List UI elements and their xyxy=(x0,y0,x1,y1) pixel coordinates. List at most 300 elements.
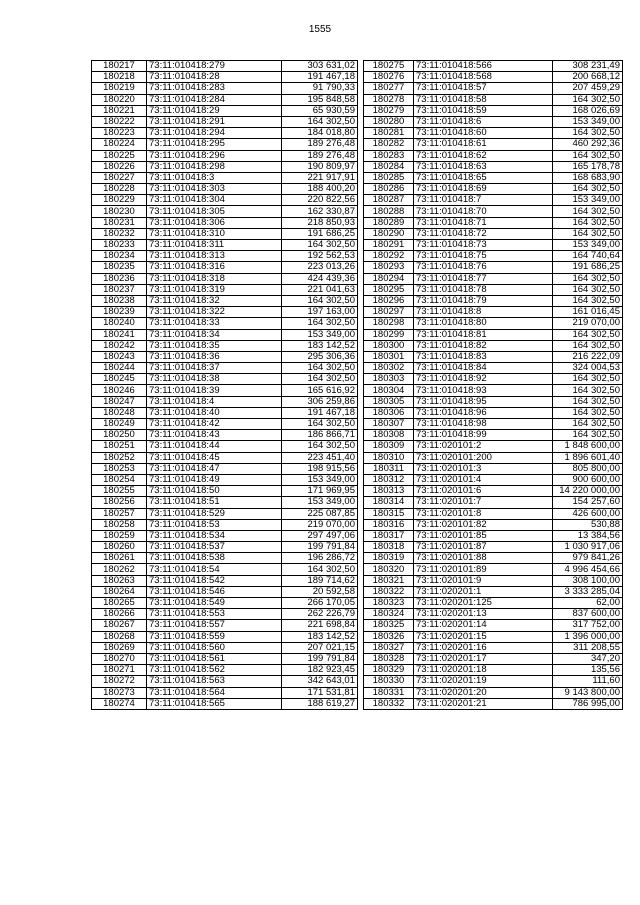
value-cell: 837 600,00 xyxy=(553,609,623,620)
table-row xyxy=(364,642,623,653)
table-row xyxy=(364,351,623,362)
record-number-cell: 180294 xyxy=(364,273,414,284)
record-number-cell: 180271 xyxy=(92,665,147,676)
record-number-cell: 180254 xyxy=(92,474,147,485)
cadastral-number-cell: 73:11:010418:98 xyxy=(414,419,553,430)
value-cell: 221 041,63 xyxy=(282,284,358,295)
table-row xyxy=(364,452,623,463)
cadastral-number-cell: 73:11:010418:553 xyxy=(147,609,282,620)
cadastral-number-cell: 73:11:010418:77 xyxy=(414,273,553,284)
cadastral-number-cell: 73:11:020101:4 xyxy=(414,474,553,485)
value-cell: 207 459,29 xyxy=(553,83,623,94)
record-number-cell: 180261 xyxy=(92,553,147,564)
table-row xyxy=(92,676,358,687)
register-table-right-body xyxy=(364,61,623,710)
table-row xyxy=(364,441,623,452)
record-number-cell: 180292 xyxy=(364,251,414,262)
record-number-cell: 180277 xyxy=(364,83,414,94)
record-number-cell: 180303 xyxy=(364,374,414,385)
value-cell: 189 276,48 xyxy=(282,150,358,161)
table-row xyxy=(92,228,358,239)
value-cell: 164 302,50 xyxy=(553,419,623,430)
value-cell: 153 349,00 xyxy=(282,329,358,340)
record-number-cell: 180312 xyxy=(364,474,414,485)
value-cell: 164 302,50 xyxy=(282,363,358,374)
record-number-cell: 180270 xyxy=(92,653,147,664)
cadastral-number-cell: 73:11:010418:63 xyxy=(414,161,553,172)
cadastral-number-cell: 73:11:010418:313 xyxy=(147,251,282,262)
record-number-cell: 180231 xyxy=(92,217,147,228)
table-row xyxy=(364,217,623,228)
record-number-cell: 180220 xyxy=(92,94,147,105)
table-row xyxy=(364,161,623,172)
table-row xyxy=(92,184,358,195)
value-cell: 221 917,91 xyxy=(282,172,358,183)
record-number-cell: 180247 xyxy=(92,396,147,407)
table-row xyxy=(364,284,623,295)
value-cell: 188 400,20 xyxy=(282,184,358,195)
value-cell: 191 467,18 xyxy=(282,407,358,418)
cadastral-number-cell: 73:11:020201:17 xyxy=(414,653,553,664)
table-row xyxy=(92,474,358,485)
cadastral-number-cell: 73:11:010418:4 xyxy=(147,396,282,407)
value-cell: 266 170,05 xyxy=(282,598,358,609)
table-row xyxy=(92,318,358,329)
table-row xyxy=(364,620,623,631)
value-cell: 192 562,53 xyxy=(282,251,358,262)
record-number-cell: 180256 xyxy=(92,497,147,508)
table-row xyxy=(364,519,623,530)
table-row xyxy=(92,631,358,642)
table-row xyxy=(92,407,358,418)
table-row xyxy=(92,430,358,441)
value-cell: 164 302,50 xyxy=(553,430,623,441)
value-cell: 164 740,64 xyxy=(553,251,623,262)
record-number-cell: 180330 xyxy=(364,676,414,687)
value-cell: 164 302,50 xyxy=(553,284,623,295)
record-number-cell: 180283 xyxy=(364,150,414,161)
value-cell: 221 698,84 xyxy=(282,620,358,631)
cadastral-number-cell: 73:11:020101:87 xyxy=(414,542,553,553)
value-cell: 111,60 xyxy=(553,676,623,687)
table-row xyxy=(92,273,358,284)
value-cell: 168 026,69 xyxy=(553,105,623,116)
value-cell: 164 302,50 xyxy=(553,340,623,351)
cadastral-number-cell: 73:11:020101:82 xyxy=(414,519,553,530)
value-cell: 164 302,50 xyxy=(282,374,358,385)
value-cell: 216 222,09 xyxy=(553,351,623,362)
table-row xyxy=(364,116,623,127)
value-cell: 164 302,50 xyxy=(553,217,623,228)
table-row xyxy=(92,351,358,362)
cadastral-number-cell: 73:11:010418:92 xyxy=(414,374,553,385)
table-row xyxy=(92,251,358,262)
value-cell: 223 013,26 xyxy=(282,262,358,273)
page-number: 1555 xyxy=(308,24,332,35)
value-cell: 424 439,36 xyxy=(282,273,358,284)
cadastral-number-cell: 73:11:010418:54 xyxy=(147,564,282,575)
cadastral-number-cell: 73:11:010418:310 xyxy=(147,228,282,239)
table-row xyxy=(92,385,358,396)
table-row xyxy=(92,116,358,127)
record-number-cell: 180233 xyxy=(92,240,147,251)
table-row xyxy=(92,307,358,318)
value-cell: 164 302,50 xyxy=(553,184,623,195)
value-cell: 1 396 000,00 xyxy=(553,631,623,642)
value-cell: 223 451,40 xyxy=(282,452,358,463)
record-number-cell: 180290 xyxy=(364,228,414,239)
cadastral-number-cell: 73:11:010418:561 xyxy=(147,653,282,664)
cadastral-number-cell: 73:11:010418:95 xyxy=(414,396,553,407)
cadastral-number-cell: 73:11:010418:84 xyxy=(414,363,553,374)
cadastral-number-cell: 73:11:020101:89 xyxy=(414,564,553,575)
table-row xyxy=(364,564,623,575)
cadastral-number-cell: 73:11:010418:546 xyxy=(147,586,282,597)
table-row xyxy=(364,542,623,553)
cadastral-number-cell: 73:11:010418:311 xyxy=(147,240,282,251)
record-number-cell: 180323 xyxy=(364,598,414,609)
table-row xyxy=(364,150,623,161)
table-row xyxy=(92,284,358,295)
record-number-cell: 180317 xyxy=(364,530,414,541)
table-row xyxy=(364,486,623,497)
table-row xyxy=(92,687,358,698)
record-number-cell: 180250 xyxy=(92,430,147,441)
record-number-cell: 180223 xyxy=(92,128,147,139)
value-cell: 306 259,86 xyxy=(282,396,358,407)
cadastral-number-cell: 73:11:010418:33 xyxy=(147,318,282,329)
cadastral-number-cell: 73:11:010418:36 xyxy=(147,351,282,362)
table-row xyxy=(92,363,358,374)
value-cell: 153 349,00 xyxy=(282,497,358,508)
cadastral-number-cell: 73:11:020201:13 xyxy=(414,609,553,620)
cadastral-number-cell: 73:11:010418:294 xyxy=(147,128,282,139)
register-table-left-body xyxy=(92,61,358,710)
value-cell: 297 497,06 xyxy=(282,530,358,541)
value-cell: 135,56 xyxy=(553,665,623,676)
table-row xyxy=(92,206,358,217)
table-row xyxy=(92,94,358,105)
value-cell: 219 070,00 xyxy=(553,318,623,329)
table-row xyxy=(364,340,623,351)
record-number-cell: 180264 xyxy=(92,586,147,597)
record-number-cell: 180252 xyxy=(92,452,147,463)
cadastral-number-cell: 73:11:010418:50 xyxy=(147,486,282,497)
record-number-cell: 180245 xyxy=(92,374,147,385)
record-number-cell: 180259 xyxy=(92,530,147,541)
table-row xyxy=(92,441,358,452)
value-cell: 191 467,18 xyxy=(282,72,358,83)
value-cell: 165 178,78 xyxy=(553,161,623,172)
value-cell: 164 302,50 xyxy=(553,374,623,385)
record-number-cell: 180235 xyxy=(92,262,147,273)
cadastral-number-cell: 73:11:010418:537 xyxy=(147,542,282,553)
value-cell: 164 302,50 xyxy=(553,273,623,284)
cadastral-number-cell: 73:11:010418:62 xyxy=(414,150,553,161)
record-number-cell: 180327 xyxy=(364,642,414,653)
table-row xyxy=(364,172,623,183)
record-number-cell: 180282 xyxy=(364,139,414,150)
cadastral-number-cell: 73:11:020101:3 xyxy=(414,463,553,474)
value-cell: 164 302,50 xyxy=(282,419,358,430)
value-cell: 200 668,12 xyxy=(553,72,623,83)
cadastral-number-cell: 73:11:010418:79 xyxy=(414,295,553,306)
record-number-cell: 180295 xyxy=(364,284,414,295)
cadastral-number-cell: 73:11:020101:88 xyxy=(414,553,553,564)
table-row xyxy=(92,396,358,407)
record-number-cell: 180222 xyxy=(92,116,147,127)
table-row xyxy=(92,452,358,463)
record-number-cell: 180226 xyxy=(92,161,147,172)
cadastral-number-cell: 73:11:010418:279 xyxy=(147,61,282,72)
value-cell: 162 330,87 xyxy=(282,206,358,217)
record-number-cell: 180315 xyxy=(364,508,414,519)
record-number-cell: 180280 xyxy=(364,116,414,127)
table-row xyxy=(364,195,623,206)
table-row xyxy=(92,553,358,564)
record-number-cell: 180310 xyxy=(364,452,414,463)
value-cell: 225 087,85 xyxy=(282,508,358,519)
value-cell: 1 030 917,06 xyxy=(553,542,623,553)
record-number-cell: 180299 xyxy=(364,329,414,340)
record-number-cell: 180331 xyxy=(364,687,414,698)
value-cell: 218 850,93 xyxy=(282,217,358,228)
value-cell: 189 714,62 xyxy=(282,575,358,586)
record-number-cell: 180262 xyxy=(92,564,147,575)
table-row xyxy=(364,273,623,284)
cadastral-number-cell: 73:11:020201:14 xyxy=(414,620,553,631)
table-row xyxy=(92,329,358,340)
table-row xyxy=(92,620,358,631)
record-number-cell: 180291 xyxy=(364,240,414,251)
record-number-cell: 180307 xyxy=(364,419,414,430)
record-number-cell: 180239 xyxy=(92,307,147,318)
record-number-cell: 180319 xyxy=(364,553,414,564)
record-number-cell: 180287 xyxy=(364,195,414,206)
cadastral-number-cell: 73:11:010418:568 xyxy=(414,72,553,83)
record-number-cell: 180230 xyxy=(92,206,147,217)
cadastral-number-cell: 73:11:020101:6 xyxy=(414,486,553,497)
record-number-cell: 180318 xyxy=(364,542,414,553)
table-row xyxy=(364,295,623,306)
value-cell: 197 163,00 xyxy=(282,307,358,318)
table-row xyxy=(364,530,623,541)
table-row xyxy=(92,486,358,497)
record-number-cell: 180301 xyxy=(364,351,414,362)
value-cell: 303 631,02 xyxy=(282,61,358,72)
table-row xyxy=(364,687,623,698)
table-row xyxy=(364,631,623,642)
cadastral-number-cell: 73:11:010418:529 xyxy=(147,508,282,519)
table-row xyxy=(364,94,623,105)
record-number-cell: 180234 xyxy=(92,251,147,262)
value-cell: 530,88 xyxy=(553,519,623,530)
value-cell: 20 592,58 xyxy=(282,586,358,597)
cadastral-number-cell: 73:11:010418:39 xyxy=(147,385,282,396)
record-number-cell: 180309 xyxy=(364,441,414,452)
value-cell: 153 349,00 xyxy=(553,116,623,127)
record-number-cell: 180325 xyxy=(364,620,414,631)
record-number-cell: 180243 xyxy=(92,351,147,362)
value-cell: 219 070,00 xyxy=(282,519,358,530)
record-number-cell: 180248 xyxy=(92,407,147,418)
table-row xyxy=(364,463,623,474)
cadastral-number-cell: 73:11:020201:20 xyxy=(414,687,553,698)
table-row xyxy=(92,240,358,251)
record-number-cell: 180285 xyxy=(364,172,414,183)
cadastral-number-cell: 73:11:010418:38 xyxy=(147,374,282,385)
value-cell: 189 276,48 xyxy=(282,139,358,150)
record-number-cell: 180227 xyxy=(92,172,147,183)
table-row xyxy=(92,497,358,508)
table-row xyxy=(364,676,623,687)
value-cell: 295 306,36 xyxy=(282,351,358,362)
table-row xyxy=(364,430,623,441)
value-cell: 171 531,81 xyxy=(282,687,358,698)
table-row xyxy=(92,519,358,530)
table-row xyxy=(364,553,623,564)
table-row xyxy=(364,665,623,676)
record-number-cell: 180225 xyxy=(92,150,147,161)
cadastral-number-cell: 73:11:010418:549 xyxy=(147,598,282,609)
record-number-cell: 180258 xyxy=(92,519,147,530)
record-number-cell: 180237 xyxy=(92,284,147,295)
table-row xyxy=(364,374,623,385)
value-cell: 979 841,26 xyxy=(553,553,623,564)
value-cell: 786 995,00 xyxy=(553,698,623,709)
record-number-cell: 180321 xyxy=(364,575,414,586)
value-cell: 62,00 xyxy=(553,598,623,609)
cadastral-number-cell: 73:11:010418:44 xyxy=(147,441,282,452)
record-number-cell: 180278 xyxy=(364,94,414,105)
table-row xyxy=(364,653,623,664)
record-number-cell: 180304 xyxy=(364,385,414,396)
record-number-cell: 180267 xyxy=(92,620,147,631)
cadastral-number-cell: 73:11:010418:82 xyxy=(414,340,553,351)
record-number-cell: 180232 xyxy=(92,228,147,239)
cadastral-number-cell: 73:11:010418:60 xyxy=(414,128,553,139)
table-row xyxy=(364,329,623,340)
record-number-cell: 180332 xyxy=(364,698,414,709)
cadastral-number-cell: 73:11:010418:34 xyxy=(147,329,282,340)
value-cell: 186 866,71 xyxy=(282,430,358,441)
table-row xyxy=(364,251,623,262)
table-row xyxy=(364,240,623,251)
cadastral-number-cell: 73:11:010418:316 xyxy=(147,262,282,273)
value-cell: 191 686,25 xyxy=(553,262,623,273)
cadastral-number-cell: 73:11:010418:35 xyxy=(147,340,282,351)
value-cell: 164 302,50 xyxy=(553,150,623,161)
value-cell: 195 848,58 xyxy=(282,94,358,105)
table-row xyxy=(92,172,358,183)
value-cell: 164 302,50 xyxy=(553,128,623,139)
record-number-cell: 180308 xyxy=(364,430,414,441)
cadastral-number-cell: 73:11:010418:6 xyxy=(414,116,553,127)
value-cell: 191 686,25 xyxy=(282,228,358,239)
cadastral-number-cell: 73:11:010418:59 xyxy=(414,105,553,116)
value-cell: 165 616,92 xyxy=(282,385,358,396)
value-cell: 1 848 600,00 xyxy=(553,441,623,452)
record-number-cell: 180316 xyxy=(364,519,414,530)
record-number-cell: 180266 xyxy=(92,609,147,620)
table-row xyxy=(364,105,623,116)
cadastral-number-cell: 73:11:010418:80 xyxy=(414,318,553,329)
table-row xyxy=(364,206,623,217)
cadastral-number-cell: 73:11:010418:78 xyxy=(414,284,553,295)
cadastral-number-cell: 73:11:010418:304 xyxy=(147,195,282,206)
table-row xyxy=(364,128,623,139)
value-cell: 164 302,50 xyxy=(553,396,623,407)
cadastral-number-cell: 73:11:010418:564 xyxy=(147,687,282,698)
table-row xyxy=(92,598,358,609)
cadastral-number-cell: 73:11:010418:83 xyxy=(414,351,553,362)
cadastral-number-cell: 73:11:010418:43 xyxy=(147,430,282,441)
value-cell: 900 600,00 xyxy=(553,474,623,485)
record-number-cell: 180296 xyxy=(364,295,414,306)
table-row xyxy=(364,262,623,273)
table-row xyxy=(92,542,358,553)
record-number-cell: 180273 xyxy=(92,687,147,698)
cadastral-number-cell: 73:11:020101:7 xyxy=(414,497,553,508)
table-row xyxy=(364,228,623,239)
record-number-cell: 180298 xyxy=(364,318,414,329)
cadastral-number-cell: 73:11:010418:40 xyxy=(147,407,282,418)
value-cell: 198 915,56 xyxy=(282,463,358,474)
cadastral-number-cell: 73:11:010418:303 xyxy=(147,184,282,195)
value-cell: 199 791,84 xyxy=(282,542,358,553)
table-row xyxy=(92,698,358,709)
cadastral-number-cell: 73:11:010418:560 xyxy=(147,642,282,653)
record-number-cell: 180246 xyxy=(92,385,147,396)
record-number-cell: 180251 xyxy=(92,441,147,452)
table-row xyxy=(92,564,358,575)
record-number-cell: 180236 xyxy=(92,273,147,284)
cadastral-number-cell: 73:11:020201:1 xyxy=(414,586,553,597)
record-number-cell: 180272 xyxy=(92,676,147,687)
cadastral-number-cell: 73:11:020101:85 xyxy=(414,530,553,541)
value-cell: 262 226,79 xyxy=(282,609,358,620)
cadastral-number-cell: 73:11:020101:2 xyxy=(414,441,553,452)
table-row xyxy=(364,609,623,620)
table-row xyxy=(364,586,623,597)
table-row xyxy=(364,575,623,586)
cadastral-number-cell: 73:11:010418:58 xyxy=(414,94,553,105)
cadastral-number-cell: 73:11:010418:70 xyxy=(414,206,553,217)
value-cell: 161 016,45 xyxy=(553,307,623,318)
table-row xyxy=(364,72,623,83)
cadastral-number-cell: 73:11:020201:21 xyxy=(414,698,553,709)
table-row xyxy=(92,609,358,620)
cadastral-number-cell: 73:11:020101:8 xyxy=(414,508,553,519)
value-cell: 183 142,52 xyxy=(282,340,358,351)
value-cell: 164 302,50 xyxy=(282,295,358,306)
table-row xyxy=(364,598,623,609)
cadastral-number-cell: 73:11:020201:16 xyxy=(414,642,553,653)
table-row xyxy=(92,217,358,228)
value-cell: 168 683,90 xyxy=(553,172,623,183)
value-cell: 164 302,50 xyxy=(282,318,358,329)
table-row xyxy=(364,83,623,94)
cadastral-number-cell: 73:11:020201:15 xyxy=(414,631,553,642)
value-cell: 347,20 xyxy=(553,653,623,664)
cadastral-number-cell: 73:11:010418:322 xyxy=(147,307,282,318)
cadastral-number-cell: 73:11:010418:538 xyxy=(147,553,282,564)
cadastral-number-cell: 73:11:010418:42 xyxy=(147,419,282,430)
table-row xyxy=(92,419,358,430)
table-row xyxy=(364,396,623,407)
value-cell: 164 302,50 xyxy=(553,206,623,217)
cadastral-number-cell: 73:11:010418:37 xyxy=(147,363,282,374)
